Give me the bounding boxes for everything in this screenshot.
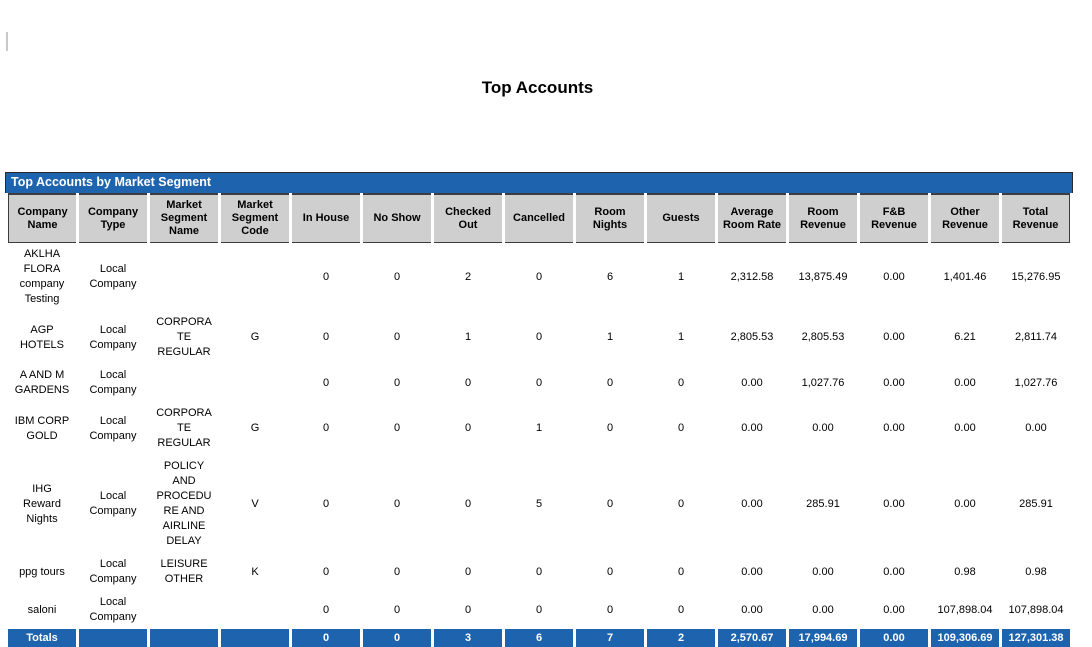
table-cell: 0 xyxy=(363,591,431,629)
table-cell: 0 xyxy=(434,591,502,629)
column-header: Guests xyxy=(647,193,715,243)
totals-cell xyxy=(79,629,147,647)
table-cell xyxy=(150,243,218,311)
report-table-body xyxy=(8,243,1070,647)
table-cell: IBM CORP GOLD xyxy=(8,402,76,455)
column-header: No Show xyxy=(363,193,431,243)
table-cell: 1,027.76 xyxy=(789,364,857,402)
table-cell: POLICY AND PROCEDURE AND AIRLINE DELAY xyxy=(150,455,218,553)
table-cell: 0 xyxy=(292,364,360,402)
table-cell: K xyxy=(221,553,289,591)
totals-cell: 17,994.69 xyxy=(789,629,857,647)
table-cell: saloni xyxy=(8,591,76,629)
report-table-head xyxy=(8,193,1070,243)
table-cell: 0 xyxy=(363,364,431,402)
table-cell: 0.00 xyxy=(860,455,928,553)
table-cell: 107,898.04 xyxy=(1002,591,1070,629)
column-header: Total Revenue xyxy=(1002,193,1070,243)
table-row xyxy=(8,553,1070,591)
table-cell: 0 xyxy=(505,553,573,591)
table-cell: 0.00 xyxy=(860,311,928,364)
table-cell: 0.00 xyxy=(860,243,928,311)
totals-cell xyxy=(221,629,289,647)
table-cell: 0 xyxy=(292,591,360,629)
page-title: Top Accounts xyxy=(481,78,594,97)
table-cell: ppg tours xyxy=(8,553,76,591)
table-cell: 15,276.95 xyxy=(1002,243,1070,311)
table-cell: 0 xyxy=(292,243,360,311)
table-cell: 0.98 xyxy=(931,553,999,591)
section-title: Top Accounts by Market Segment xyxy=(11,175,212,189)
column-header: Room Nights xyxy=(576,193,644,243)
table-cell: 0 xyxy=(292,311,360,364)
table-cell: 0 xyxy=(576,402,644,455)
table-cell: Local Company xyxy=(79,553,147,591)
table-cell: 2,805.53 xyxy=(718,311,786,364)
table-cell: 5 xyxy=(505,455,573,553)
table-row xyxy=(8,591,1070,629)
section-title-bar xyxy=(5,172,1073,193)
table-cell: 0 xyxy=(647,402,715,455)
column-header: In House xyxy=(292,193,360,243)
totals-cell: 2,570.67 xyxy=(718,629,786,647)
table-cell: 0 xyxy=(505,311,573,364)
table-cell: 0 xyxy=(647,455,715,553)
table-cell: CORPORATE REGULAR xyxy=(150,311,218,364)
table-cell: G xyxy=(221,311,289,364)
table-cell: Local Company xyxy=(79,455,147,553)
table-cell: 0 xyxy=(434,455,502,553)
table-row xyxy=(8,311,1070,364)
table-cell: 0 xyxy=(576,364,644,402)
table-cell: 6.21 xyxy=(931,311,999,364)
table-cell: 1,401.46 xyxy=(931,243,999,311)
totals-row xyxy=(8,629,1070,647)
table-cell: 0.00 xyxy=(718,402,786,455)
table-cell: 0.00 xyxy=(718,591,786,629)
column-header: Market Segment Name xyxy=(150,193,218,243)
table-cell: 2,805.53 xyxy=(789,311,857,364)
column-header: Average Room Rate xyxy=(718,193,786,243)
column-header: Other Revenue xyxy=(931,193,999,243)
column-header: Company Type xyxy=(79,193,147,243)
table-cell: 0 xyxy=(505,591,573,629)
table-cell: 1 xyxy=(647,311,715,364)
table-cell: 0 xyxy=(434,553,502,591)
table-cell: 0 xyxy=(363,455,431,553)
totals-cell: Totals xyxy=(8,629,76,647)
table-cell: 1 xyxy=(647,243,715,311)
table-cell: 0.00 xyxy=(789,402,857,455)
header-row xyxy=(8,193,1070,243)
table-cell: 0 xyxy=(292,402,360,455)
totals-cell: 109,306.69 xyxy=(931,629,999,647)
table-cell: 0 xyxy=(363,402,431,455)
table-cell: 107,898.04 xyxy=(931,591,999,629)
totals-cell: 0 xyxy=(292,629,360,647)
totals-cell: 0 xyxy=(363,629,431,647)
table-cell xyxy=(221,243,289,311)
table-cell: 0 xyxy=(647,553,715,591)
table-cell: 0 xyxy=(505,243,573,311)
table-cell: 0.00 xyxy=(789,553,857,591)
table-cell: 2 xyxy=(434,243,502,311)
table-cell: 0.00 xyxy=(718,553,786,591)
table-cell: 0 xyxy=(576,591,644,629)
table-cell: Local Company xyxy=(79,402,147,455)
table-cell: 0 xyxy=(434,364,502,402)
table-cell: 0 xyxy=(292,455,360,553)
column-header: Company Name xyxy=(8,193,76,243)
table-cell: AGP HOTELS xyxy=(8,311,76,364)
table-cell: 1 xyxy=(434,311,502,364)
table-cell: Local Company xyxy=(79,364,147,402)
table-cell: Local Company xyxy=(79,591,147,629)
table-row xyxy=(8,402,1070,455)
table-cell: 0 xyxy=(576,455,644,553)
table-cell: 0.00 xyxy=(860,364,928,402)
table-cell: G xyxy=(221,402,289,455)
table-cell: 0.00 xyxy=(1002,402,1070,455)
table-cell: 0.00 xyxy=(931,402,999,455)
table-cell: 0 xyxy=(434,402,502,455)
table-cell xyxy=(221,364,289,402)
table-cell: 0.98 xyxy=(1002,553,1070,591)
table-cell: V xyxy=(221,455,289,553)
table-cell: AKLHA FLORA company Testing xyxy=(8,243,76,311)
table-cell: 0 xyxy=(363,553,431,591)
table-cell: 0 xyxy=(576,553,644,591)
text-cursor-artifact xyxy=(6,32,8,51)
column-header: Cancelled xyxy=(505,193,573,243)
table-cell: 0.00 xyxy=(931,364,999,402)
table-row xyxy=(8,364,1070,402)
table-cell: Local Company xyxy=(79,311,147,364)
column-header: Checked Out xyxy=(434,193,502,243)
table-cell: 0 xyxy=(363,243,431,311)
table-cell: 285.91 xyxy=(1002,455,1070,553)
top-accounts-report xyxy=(5,172,1073,647)
totals-cell: 2 xyxy=(647,629,715,647)
table-cell: CORPORATE REGULAR xyxy=(150,402,218,455)
table-cell: IHG Reward Nights xyxy=(8,455,76,553)
table-cell: 0.00 xyxy=(860,591,928,629)
report-table xyxy=(5,193,1073,647)
table-cell: 0.00 xyxy=(931,455,999,553)
table-cell: A AND M GARDENS xyxy=(8,364,76,402)
column-header: Room Revenue xyxy=(789,193,857,243)
column-header: Market Segment Code xyxy=(221,193,289,243)
totals-cell xyxy=(150,629,218,647)
table-cell: 0 xyxy=(363,311,431,364)
table-cell: 0.00 xyxy=(860,402,928,455)
table-cell: 285.91 xyxy=(789,455,857,553)
table-cell: 0 xyxy=(647,591,715,629)
table-cell: 2,312.58 xyxy=(718,243,786,311)
totals-cell: 7 xyxy=(576,629,644,647)
table-cell: 0 xyxy=(292,553,360,591)
column-header: F&B Revenue xyxy=(860,193,928,243)
table-cell xyxy=(221,591,289,629)
table-cell: 6 xyxy=(576,243,644,311)
table-cell: 0.00 xyxy=(860,553,928,591)
table-cell: 13,875.49 xyxy=(789,243,857,311)
totals-cell: 127,301.38 xyxy=(1002,629,1070,647)
table-cell: 0.00 xyxy=(789,591,857,629)
table-cell: 1 xyxy=(576,311,644,364)
table-cell: 0.00 xyxy=(718,455,786,553)
table-cell: 1,027.76 xyxy=(1002,364,1070,402)
table-row xyxy=(8,455,1070,553)
table-cell: 1 xyxy=(505,402,573,455)
table-cell: 0 xyxy=(505,364,573,402)
table-cell: LEISURE OTHER xyxy=(150,553,218,591)
totals-cell: 0.00 xyxy=(860,629,928,647)
table-cell: 2,811.74 xyxy=(1002,311,1070,364)
table-cell xyxy=(150,591,218,629)
table-cell: 0.00 xyxy=(718,364,786,402)
totals-cell: 3 xyxy=(434,629,502,647)
table-cell: Local Company xyxy=(79,243,147,311)
totals-cell: 6 xyxy=(505,629,573,647)
table-cell: 0 xyxy=(647,364,715,402)
table-row xyxy=(8,243,1070,311)
table-cell xyxy=(150,364,218,402)
